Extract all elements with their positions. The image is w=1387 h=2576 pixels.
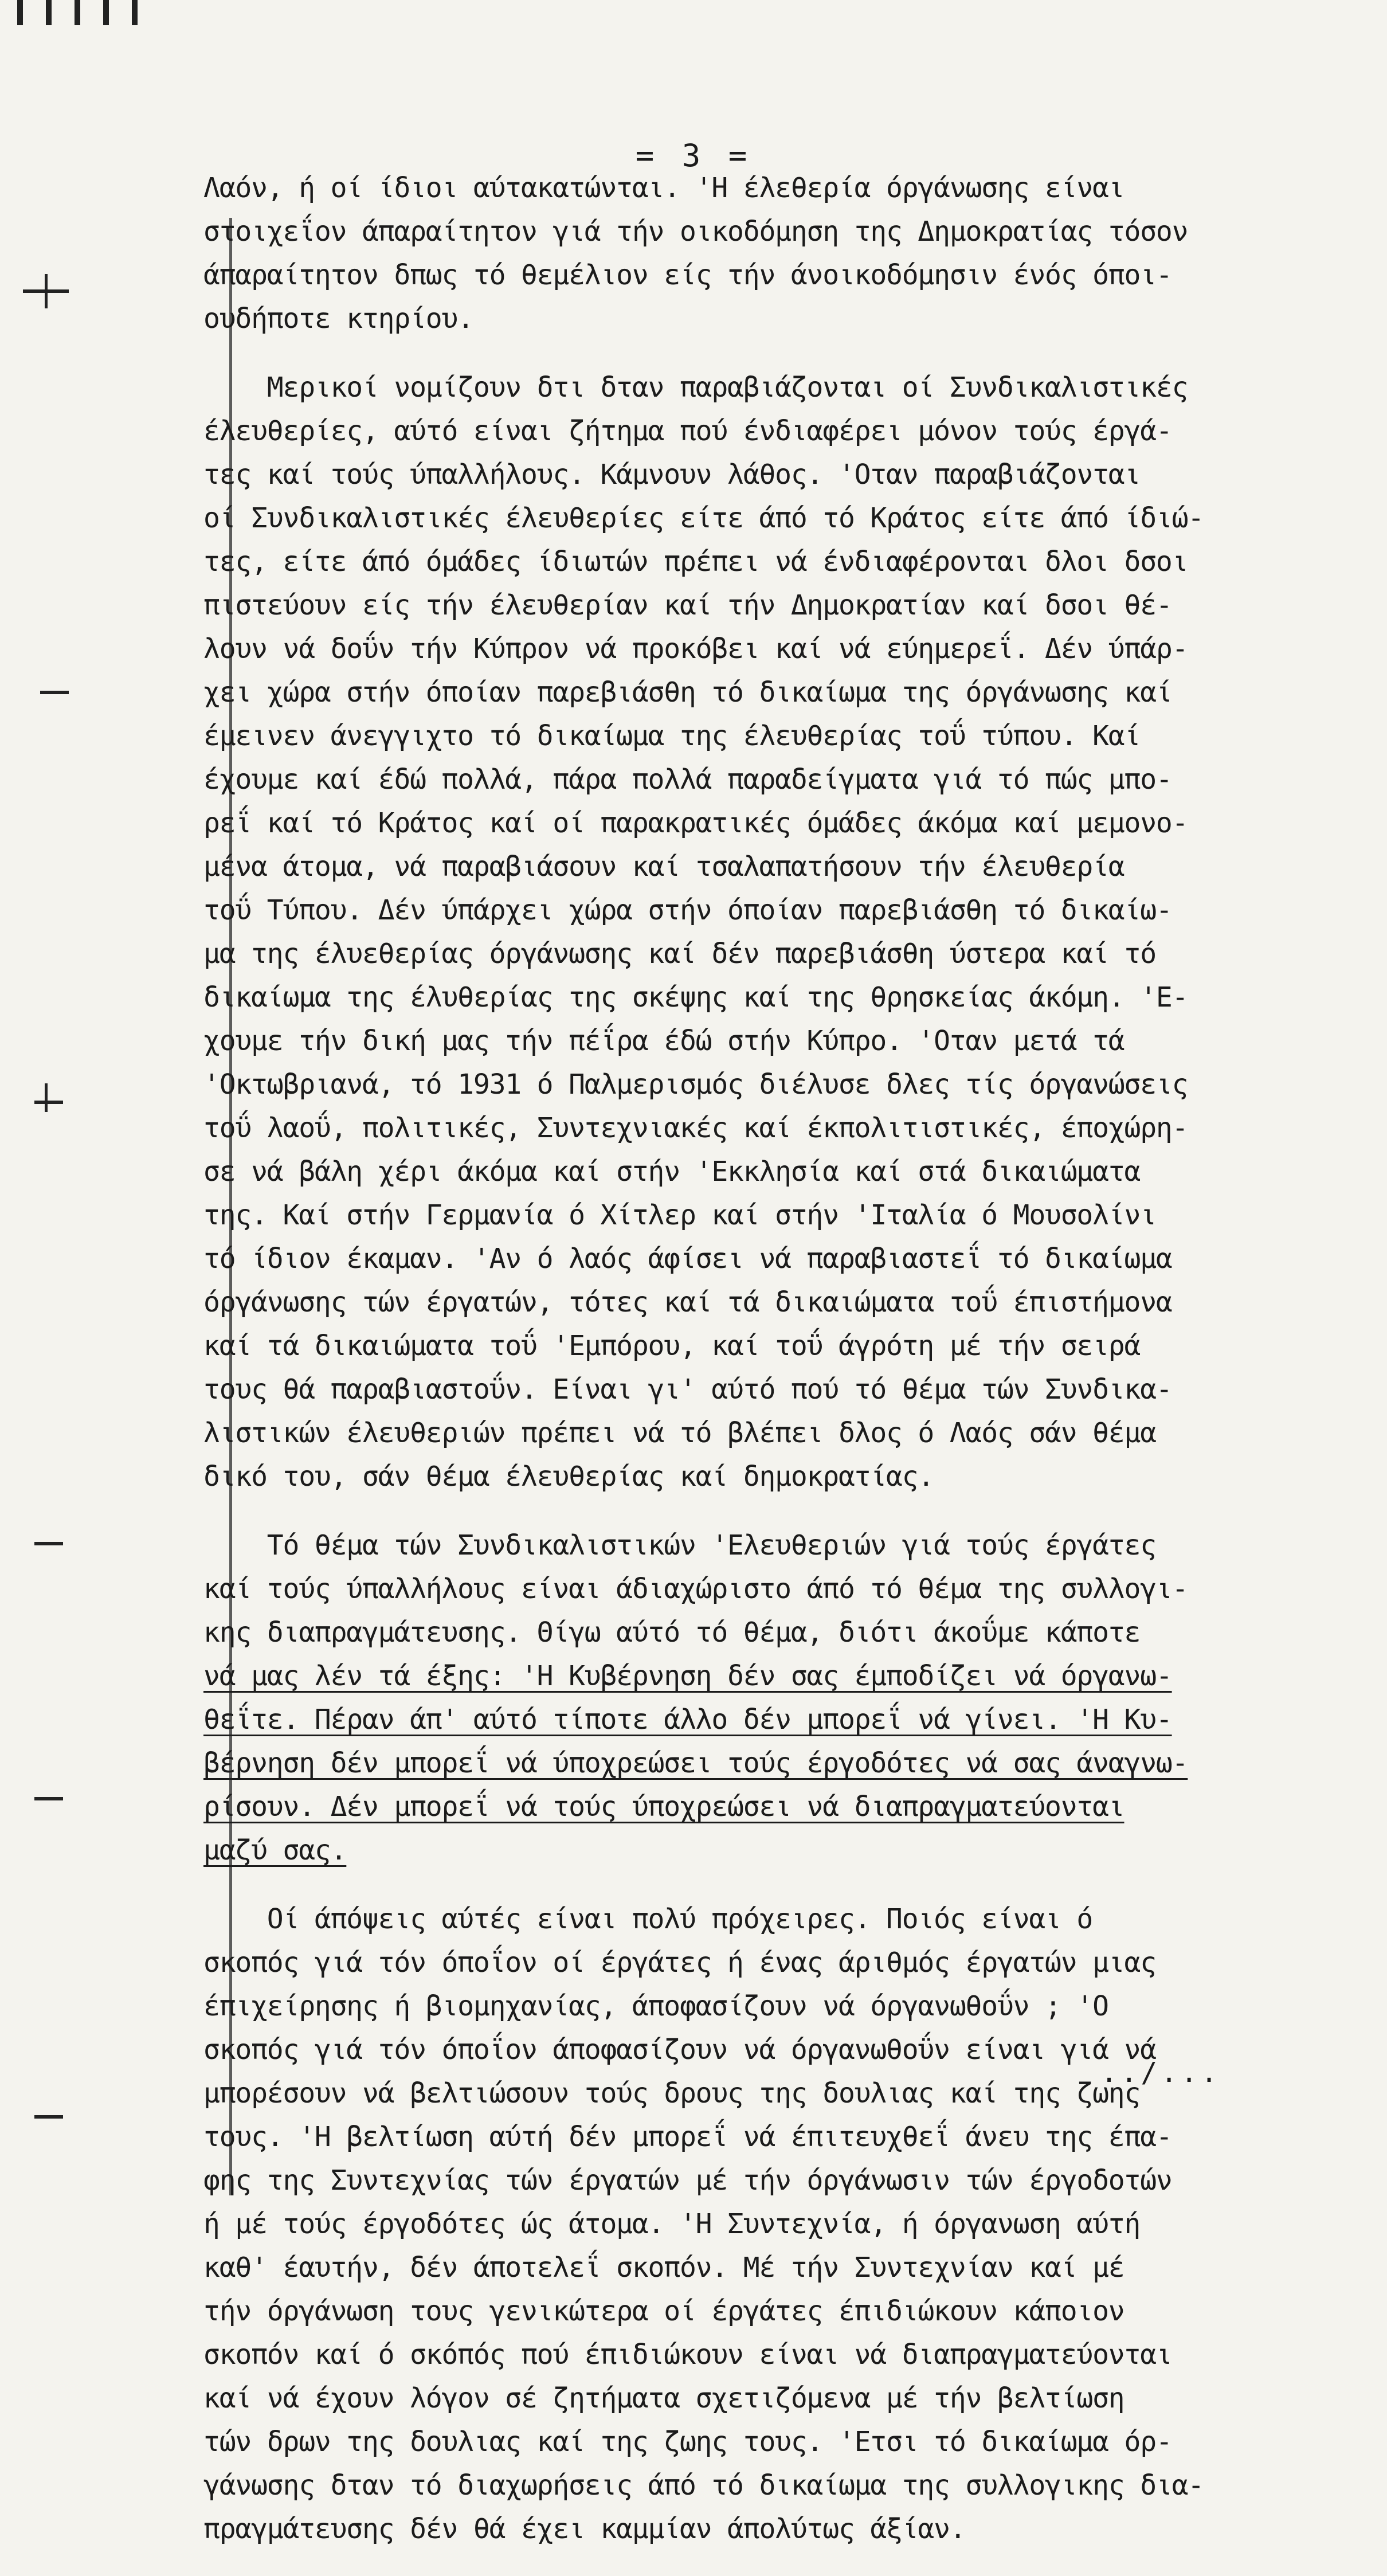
text-line: έλευθερίες, αύτό είναι ζήτημα πού ένδιαφέρει μόνον τούς έργά- [203, 415, 1172, 447]
text-line: καί νά έχουν λόγον σέ ζητήματα σχετιζόμενα μέ τήν βελτίωση [203, 2382, 1125, 2414]
margin-mark [34, 1542, 63, 1545]
text-line: ουδήποτε κτηρίου. [203, 303, 473, 335]
paragraph [203, 1897, 1292, 2551]
text-line: άπαραίτητον δπως τό θεμέλιον είς τήν άνοικοδόμησιν ένός όποι- [203, 259, 1172, 291]
text-line: τους θά παραβιαστοΰν. Είναι γι' αύτό πού τό θέμα τών Συνδικα- [203, 1373, 1172, 1406]
text-line: της. Καί στήν Γερμανία ό Χίτλερ καί στήν 'Ιταλία ό Μουσολίνι [203, 1199, 1156, 1231]
text-line: στοιχεΐον άπαραίτητον γιά τήν οικοδόμηση της Δημοκρατίας τόσον [203, 216, 1188, 248]
text-line: σε νά βάλη χέρι άκόμα καί στήν 'Εκκλησία καί στά δικαιώματα [203, 1156, 1141, 1188]
paragraph [203, 366, 1292, 1498]
text-line: πιστεύουν είς τήν έλευθερίαν καί τήν Δημοκρατίαν καί δσοι θέ- [203, 589, 1172, 621]
text-line: έχουμε καί έδώ πολλά, πάρα πολλά παραδείγματα γιά τό πώς μπο- [203, 764, 1172, 796]
text-line: λιστικών έλευθεριών πρέπει νά τό βλέπει δλος ό Λαός σάν θέμα [203, 1417, 1156, 1449]
text-line: ρεΐ καί τό Κράτος καί οί παρακρατικές όμάδες άκόμα καί μεμονο- [203, 807, 1188, 839]
text-line: σκοπός γιά τόν όποΐον άποφασίζουν νά όργανωθοΰν είναι γιά νά [203, 2034, 1156, 2066]
text-line: τους. 'Η βελτίωση αύτή δέν μπορεΐ νά έπιτευχθεΐ άνευ της έπα- [203, 2121, 1172, 2153]
margin-mark [34, 1797, 63, 1800]
body-text [203, 166, 1292, 2576]
text-line: δικαίωμα της έλυθερίας της σκέψης καί της θρησκείας άκόμη. 'Ε- [203, 981, 1188, 1013]
margin-mark [34, 2115, 63, 2119]
text-line: ή μέ τούς έργοδότες ώς άτομα. 'Η Συντεχνία, ή όργανωση αύτή [203, 2208, 1141, 2240]
text-line: καί τά δικαιώματα τοΰ 'Εμπόρου, καί τοΰ άγρότη μέ τήν σειρά [203, 1330, 1141, 1362]
margin-mark [45, 274, 48, 308]
text-line: τοΰ Τύπου. Δέν ύπάρχει χώρα στήν όποίαν παρεβιάσθη τό δικαίω- [203, 894, 1172, 926]
text-line: λουν νά δοΰν τήν Κύπρον νά προκόβει καί νά εύημερεΐ. Δέν ύπάρ- [203, 633, 1188, 665]
margin-mark [40, 691, 69, 694]
text-line: Τό θέμα τών Συνδικαλιστικών 'Ελευθεριών γιά τούς έργάτες [203, 1529, 1156, 1561]
text-line: όργάνωσης τών έργατών, τότες καί τά δικαιώματα τοΰ έπιστήμονα [203, 1286, 1172, 1318]
text-line: τών δρων της δουλιας καί της ζωης τους. 'Ετσι τό δικαίωμα όρ- [203, 2426, 1172, 2458]
text-line: 'Οκτωβριανά, τό 1931 ό Παλμερισμός διέλυσε δλες τίς όργανώσεις [203, 1068, 1188, 1101]
text-line: ρίσουν. Δέν μπορεΐ νά τούς ύποχρεώσει νά διαπραγματεύονται [203, 1791, 1125, 1823]
text-line: γάνωσης δταν τό διαχωρήσεις άπό τό δικαίωμα της συλλογικης δια- [203, 2469, 1204, 2501]
text-line: βέρνηση δέν μπορεΐ νά ύποχρεώσει τούς έργοδότες νά σας άναγνω- [203, 1747, 1188, 1779]
text-line: τό ίδιον έκαμαν. 'Αν ό λαός άφίσει νά παραβιαστεΐ τό δικαίωμα [203, 1243, 1172, 1275]
text-line: θεΐτε. Πέραν άπ' αύτό τίποτε άλλο δέν μπορεΐ νά γίνει. 'Η Κυ- [203, 1704, 1172, 1736]
text-line: καθ' έαυτήν, δέν άποτελεΐ σκοπόν. Μέ τήν Συντεχνίαν καί μέ [203, 2252, 1125, 2284]
text-line: Λαόν, ή οί ίδιοι αύτακατώνται. 'Η έλεθερία όργάνωσης είναι [203, 172, 1125, 204]
text-line: σκοπόν καί ό σκόπός πού έπιδιώκουν είναι νά διαπραγματεύονται [203, 2339, 1172, 2371]
text-line: σκοπός γιά τόν όποΐον οί έργάτες ή ένας άριθμός έργατών μιας [203, 1947, 1156, 1979]
text-line: Μερικοί νομίζουν δτι δταν παραβιάζονται οί Συνδικαλιστικές [203, 371, 1188, 404]
text-line: δικό του, σάν θέμα έλευθερίας καί δημοκρατίας. [203, 1461, 934, 1493]
margin-mark [45, 1083, 48, 1112]
margin-mark [34, 1101, 63, 1104]
paragraph [203, 166, 1292, 340]
text-line: καί τούς ύπαλλήλους είναι άδιαχώριστο άπό τό θέμα της συλλογι- [203, 1573, 1188, 1605]
text-line: μα της έλυεθερίας όργάνωσης καί δέν παρεβιάσθη ύστερα καί τό [203, 938, 1156, 970]
text-line: μένα άτομα, νά παραβιάσουν καί τσαλαπατήσουν τήν έλευθερία [203, 851, 1125, 883]
text-line: τες καί τούς ύπαλλήλους. Κάμνουν λάθος. 'Οταν παραβιάζονται [203, 459, 1141, 491]
text-line: οί Συνδικαλιστικές έλευθερίες είτε άπό τό Κράτος είτε άπό ίδιώ- [203, 502, 1204, 534]
text-line: χουμε τήν δική μας τήν πέΐρα έδώ στήν Κύπρο. 'Οταν μετά τά [203, 1025, 1125, 1057]
text-line: νά μας λέν τά έξης: 'Η Κυβέρνηση δέν σας έμποδίζει νά όργανω- [203, 1660, 1172, 1692]
continuation-mark: ../... [1100, 2057, 1221, 2089]
text-line: τες, είτε άπό όμάδες ίδιωτών πρέπει νά ένδιαφέρονται δλοι δσοι [203, 546, 1188, 578]
paragraph [203, 1524, 1292, 1872]
text-line: τοΰ λαοΰ, πολιτικές, Συντεχνιακές καί έκπολιτιστικές, έποχώρη- [203, 1112, 1188, 1144]
text-line: μπορέσουν νά βελτιώσουν τούς δρους της δουλιας καί της ζωης [203, 2077, 1141, 2109]
page-number: = 3 = [635, 138, 752, 174]
text-line: κης διαπραγμάτευσης. Θίγω αύτό τό θέμα, διότι άκοΰμε κάποτε [203, 1616, 1141, 1649]
text-line: φης της Συντεχνίας τών έργατών μέ τήν όργάνωσιν τών έργοδοτών [203, 2164, 1172, 2197]
text-line: έπιχείρησης ή βιομηχανίας, άποφασίζουν νά όργανωθοΰν ; 'Ο [203, 1990, 1108, 2022]
text-line: τήν όργάνωση τους γενικώτερα οί έργάτες έπιδιώκουν κάποιον [203, 2295, 1125, 2327]
text-line: Οί άπόψεις αύτές είναι πολύ πρόχειρες. Ποιός είναι ό [203, 1903, 1093, 1935]
text-line: έμεινεν άνεγγιχτο τό δικαίωμα της έλευθερίας τοΰ τύπου. Καί [203, 720, 1141, 752]
text-line: χει χώρα στήν όποίαν παρεβιάσθη τό δικαίωμα της όργάνωσης καί [203, 676, 1172, 708]
text-line: μαζύ σας. [203, 1834, 347, 1866]
text-line: πραγμάτευσης δέν θά έχει καμμίαν άπολύτως άξίαν. [203, 2513, 966, 2545]
scan-edge-marks [17, 0, 212, 29]
